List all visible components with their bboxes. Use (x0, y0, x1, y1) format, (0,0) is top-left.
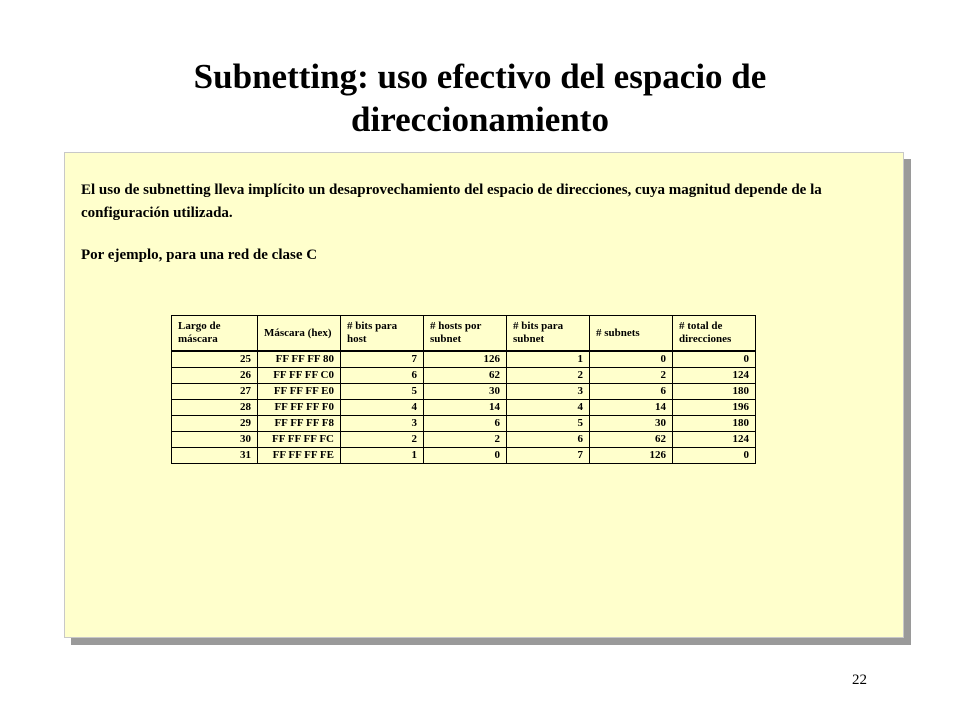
cell-host-bits: 4 (341, 400, 424, 416)
cell-subnets: 62 (590, 432, 673, 448)
table-row (172, 384, 756, 400)
example-paragraph: Por ejemplo, para una red de clase C (81, 247, 318, 263)
cell-mask-hex: FF FF FF F0 (258, 400, 341, 416)
cell-host-bits: 6 (341, 368, 424, 384)
header-text: host (347, 333, 367, 345)
cell-total-addresses: 196 (673, 400, 756, 416)
header-largo-mascara (172, 316, 258, 352)
cell-host-bits: 1 (341, 448, 424, 464)
subnet-table (171, 315, 756, 464)
cell-subnet-bits: 5 (507, 416, 590, 432)
table-header-row (172, 316, 756, 352)
cell-subnet-bits: 6 (507, 432, 590, 448)
cell-mask-length: 26 (172, 368, 258, 384)
cell-mask-length: 31 (172, 448, 258, 464)
table-row (172, 351, 756, 368)
cell-mask-length: 29 (172, 416, 258, 432)
cell-hosts-per-subnet: 0 (424, 448, 507, 464)
table-row (172, 400, 756, 416)
cell-subnets: 126 (590, 448, 673, 464)
cell-host-bits: 7 (341, 351, 424, 368)
header-text: # bits para (347, 320, 398, 332)
header-text: direcciones (679, 333, 732, 345)
table-row (172, 416, 756, 432)
header-mascara-hex (258, 316, 341, 352)
header-text: Máscara (hex) (264, 326, 332, 339)
cell-subnets: 6 (590, 384, 673, 400)
header-bits-host (341, 316, 424, 352)
title-line-2: direccionamiento (351, 100, 609, 139)
cell-subnets: 0 (590, 351, 673, 368)
cell-subnet-bits: 4 (507, 400, 590, 416)
cell-mask-hex: FF FF FF F8 (258, 416, 341, 432)
cell-mask-hex: FF FF FF C0 (258, 368, 341, 384)
cell-total-addresses: 180 (673, 384, 756, 400)
header-bits-subnet (507, 316, 590, 352)
header-text: # subnets (596, 326, 640, 339)
cell-mask-length: 30 (172, 432, 258, 448)
cell-total-addresses: 124 (673, 368, 756, 384)
cell-total-addresses: 0 (673, 351, 756, 368)
header-text: subnet (513, 333, 545, 345)
cell-total-addresses: 0 (673, 448, 756, 464)
cell-subnet-bits: 2 (507, 368, 590, 384)
cell-mask-hex: FF FF FF FE (258, 448, 341, 464)
title-line-1: Subnetting: uso efectivo del espacio de (193, 57, 767, 96)
slide-title (0, 55, 960, 141)
cell-mask-hex: FF FF FF FC (258, 432, 341, 448)
cell-mask-length: 28 (172, 400, 258, 416)
header-text: # hosts por (430, 320, 482, 332)
cell-subnets: 30 (590, 416, 673, 432)
cell-subnets: 2 (590, 368, 673, 384)
header-text: # bits para (513, 320, 564, 332)
cell-hosts-per-subnet: 126 (424, 351, 507, 368)
cell-host-bits: 5 (341, 384, 424, 400)
intro-paragraph: El uso de subnetting lleva implícito un desaprovechamiento del espacio de direcciones, cuya magnitud depende de la configuración utilizada. (81, 182, 822, 221)
cell-mask-hex: FF FF FF E0 (258, 384, 341, 400)
header-total-direcciones (673, 316, 756, 352)
cell-total-addresses: 180 (673, 416, 756, 432)
cell-subnet-bits: 3 (507, 384, 590, 400)
table-row (172, 448, 756, 464)
content-panel (64, 152, 904, 638)
cell-hosts-per-subnet: 2 (424, 432, 507, 448)
cell-hosts-per-subnet: 14 (424, 400, 507, 416)
table-row (172, 368, 756, 384)
header-text: máscara (178, 333, 218, 345)
header-hosts-subnet (424, 316, 507, 352)
cell-total-addresses: 124 (673, 432, 756, 448)
cell-hosts-per-subnet: 30 (424, 384, 507, 400)
header-text: Largo de (178, 320, 221, 332)
cell-hosts-per-subnet: 62 (424, 368, 507, 384)
cell-subnets: 14 (590, 400, 673, 416)
cell-mask-hex: FF FF FF 80 (258, 351, 341, 368)
cell-mask-length: 25 (172, 351, 258, 368)
table-row (172, 432, 756, 448)
header-subnets (590, 316, 673, 352)
cell-host-bits: 2 (341, 432, 424, 448)
cell-mask-length: 27 (172, 384, 258, 400)
cell-host-bits: 3 (341, 416, 424, 432)
cell-hosts-per-subnet: 6 (424, 416, 507, 432)
header-text: # total de (679, 320, 723, 332)
cell-subnet-bits: 1 (507, 351, 590, 368)
header-text: subnet (430, 333, 462, 345)
cell-subnet-bits: 7 (507, 448, 590, 464)
page-number: 22 (852, 672, 867, 688)
